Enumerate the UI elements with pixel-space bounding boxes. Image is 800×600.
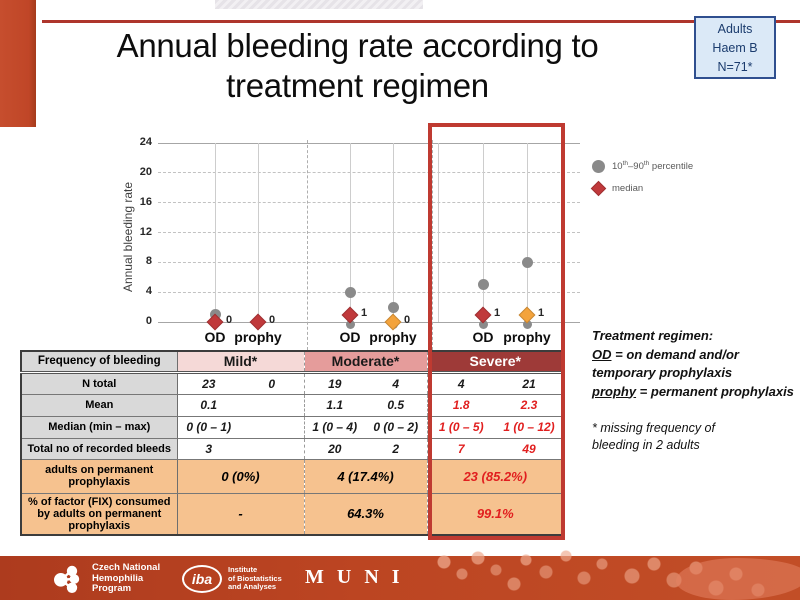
y-tick-label: 4 (145, 285, 152, 298)
table-summary-row: % of factor (FIX) consumed by adults on permanent prophylaxis - 64.3% 99.1% (21, 493, 564, 535)
group-separator (307, 140, 308, 350)
table-row: N total 23 0 19 4 4 21 (21, 372, 564, 394)
legend-median-row (592, 177, 693, 199)
table-summary-row: adults on permanent prophylaxis 0 (0%) 4 (17.4%) 23 (85.2%) (21, 459, 564, 493)
table-row: Total no of recorded bleeds 3 20 2 7 49 (21, 438, 564, 459)
table-row: Mean 0.1 1.1 0.5 1.8 2.3 (21, 394, 564, 416)
table-header-moderate: Moderate* (304, 351, 427, 372)
drop-line (258, 143, 259, 322)
point-value-label: 1 (538, 306, 545, 319)
x-category-label: prophy (234, 329, 282, 345)
missing-data-footnote: * missing frequency of bleeding in 2 adults (592, 421, 715, 452)
drop-line (215, 143, 216, 322)
chart-legend (592, 155, 693, 199)
treatment-regimen-note (592, 327, 797, 401)
legend-median-label: median (612, 182, 644, 194)
y-tick-label: 16 (139, 195, 152, 208)
iba-logo-text: Institute of Biostatistics and Analyses (228, 565, 282, 592)
badge-line: N=71* (717, 60, 753, 74)
percentile-90-dot (388, 302, 399, 313)
x-category-label: OD (472, 329, 494, 345)
note-od-line: OD = on demand and/or (592, 346, 739, 362)
legend-percentile-row (592, 155, 693, 177)
point-value-label: 0 (404, 314, 411, 326)
point-value-label: 1 (494, 306, 501, 319)
x-category-label: prophy (503, 329, 551, 345)
x-category-label: OD (339, 329, 361, 345)
y-tick-label: 8 (145, 255, 152, 268)
footer-dot-pattern (430, 544, 620, 600)
median-diamond (342, 306, 359, 323)
y-tick-label: 12 (139, 225, 152, 238)
muni-logo: M U N I (305, 566, 404, 588)
point-value-label: 0 (226, 314, 233, 326)
cnhp-logo (52, 563, 160, 595)
median-diamond (250, 314, 267, 331)
percentile-marker-icon (592, 160, 605, 173)
note-prophy-line: prophy = permanent prophylaxis (592, 383, 794, 399)
y-axis-title: Annual bleeding rate (121, 181, 135, 293)
y-tick-label: 24 (139, 136, 152, 148)
cnhp-molecule-icon (52, 563, 84, 595)
median-diamond (207, 314, 224, 331)
iba-logo-icon: iba (182, 565, 222, 593)
badge-line: Haem B (712, 41, 758, 55)
legend-percentile-label: 10th–90th percentile (612, 159, 694, 173)
point-value-label: 0 (269, 314, 276, 326)
severe-highlight-box (428, 123, 565, 540)
table-header-label: Frequency of bleeding (21, 351, 177, 372)
x-category-label: OD (204, 329, 226, 345)
note-od-line2: temporary prophylaxis (592, 365, 733, 380)
x-category-label: prophy (369, 329, 417, 345)
y-tick-label: 0 (145, 315, 152, 327)
table-header-mild: Mild* (177, 351, 304, 372)
cnhp-logo-text: Czech National Hemophilia Program (92, 562, 161, 595)
badge-line: Adults (717, 22, 753, 36)
y-tick-label: 20 (139, 165, 152, 178)
table-row: Median (min – max) 0 (0 – 1) 1 (0 – 4) 0 (0 – 2) 1 (0 – 5) 1 (0 – 12) (21, 416, 564, 438)
median-diamond (385, 314, 402, 331)
table-header-severe: Severe* (427, 351, 564, 372)
iba-logo (182, 565, 282, 593)
drop-line (393, 143, 394, 322)
czech-map-silhouette (676, 558, 800, 600)
point-value-label: 1 (361, 306, 368, 319)
slide-title: Annual bleeding rate according to treatment regimen (116, 27, 599, 104)
percentile-90-dot (345, 287, 356, 298)
note-title: Treatment regimen: (592, 328, 714, 343)
median-marker-icon (591, 180, 607, 196)
